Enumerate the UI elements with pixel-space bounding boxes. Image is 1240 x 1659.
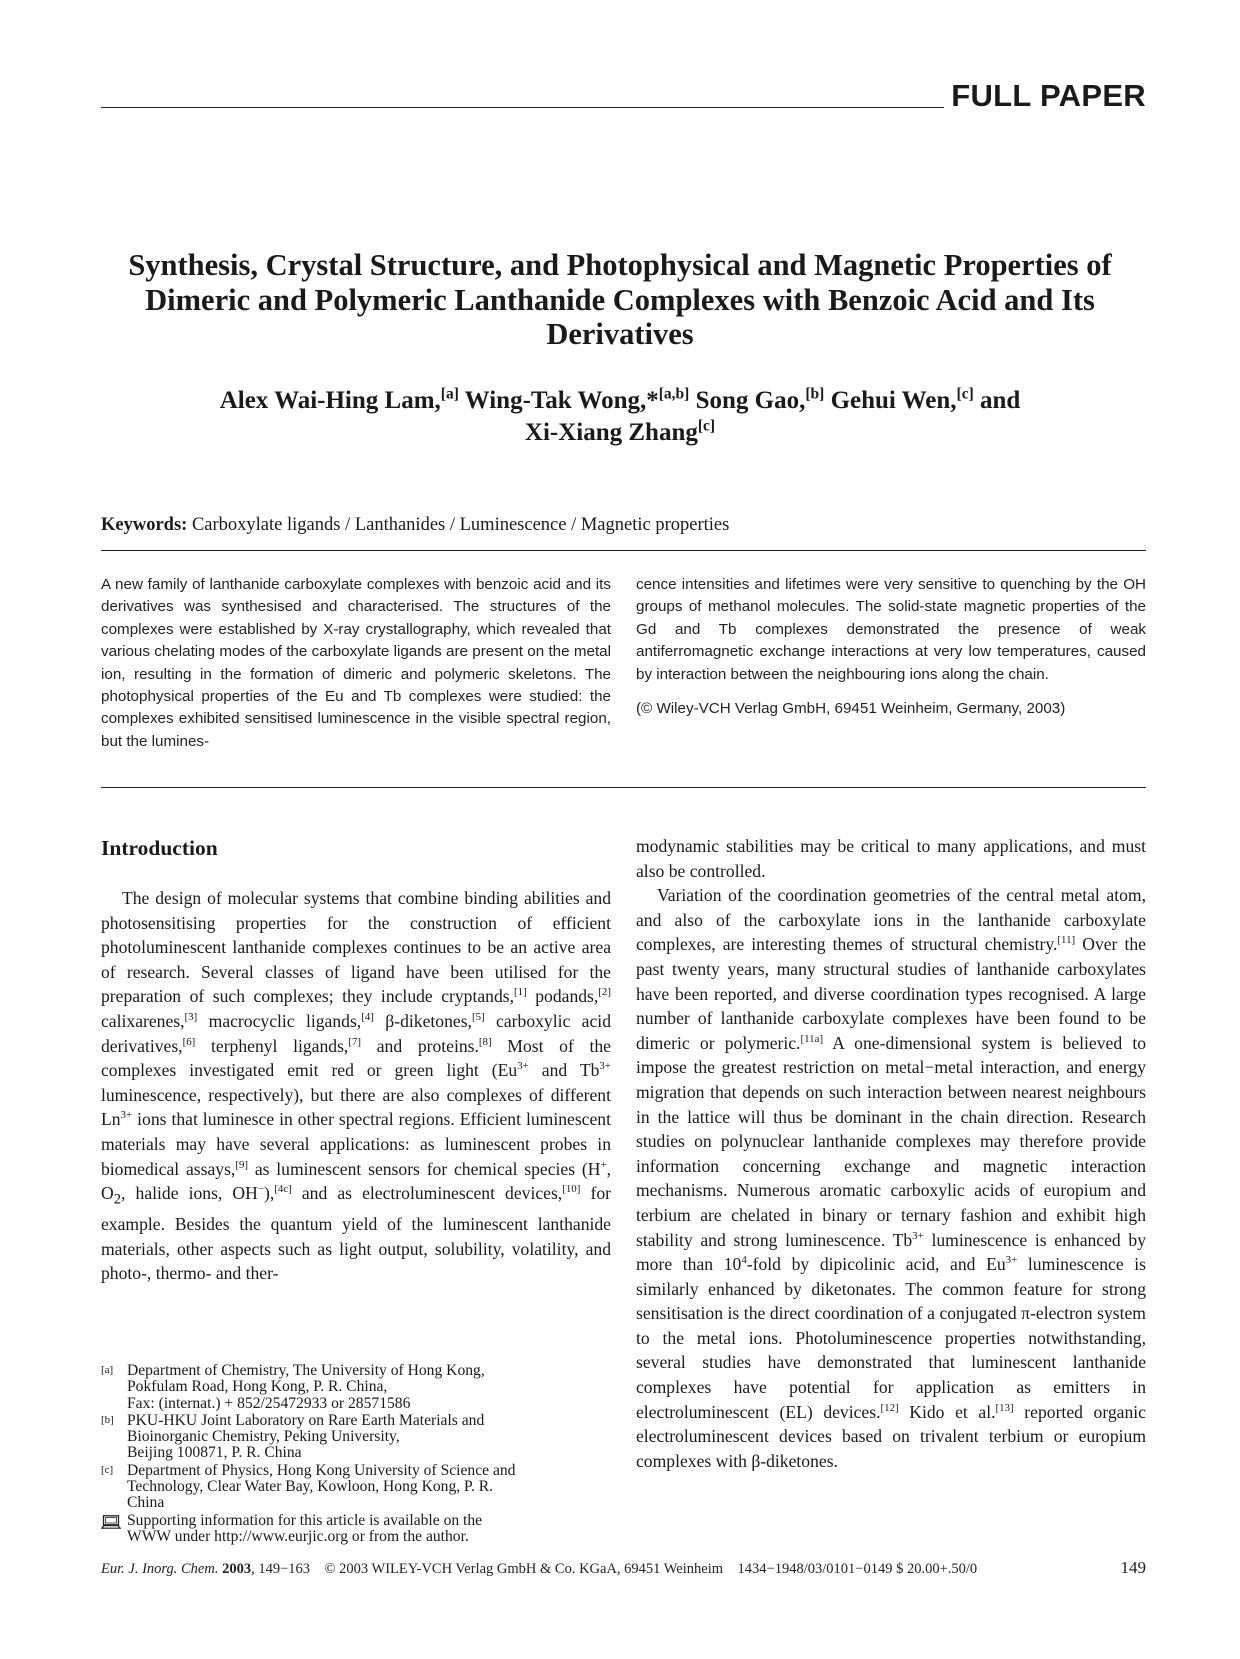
abstract-text-left: A new family of lanthanide carboxylate complexes with benzoic acid and its derivatives was synthesised and characterised. The structures of the complexes were established by X-ray crystallography, which revealed that various chelating modes of the carboxylate ligands are present on the metal ion, resulting in the formation of dimeric and polymeric skeletons. The photophysical properties of the Eu and Tb complexes were studied: the complexes exhibited sensitised luminescence in the visible spectral region, but the lumines- (101, 576, 611, 750)
intro-paragraph-1: The design of molecular systems that combine binding abilities and photosensitising properties for the construction of efficient photoluminescent lanthanide complexes continues to be an active area of research. Several classes of ligand have been utilised for the preparation of such complexes; they include cryptands,[1] podands,[2] calixarenes,[3] macrocyclic ligands,[4] β-diketones,[5] carboxylic acid derivatives,[6] terphenyl ligands,[7] and proteins.[8] Most of the complexes investigated emit red or green light ($Eu^{3+}$ and $Tb^{3+}$ luminescence, respectively), but there are also complexes of different $Ln^{3+}$ ions that luminesce in other spectral regions. Efficient luminescent materials may have several applications: as luminescent probes in biomedical assays,[9] as luminescent sensors for chemical species (H+, $O_2$, halide ions, OH−),[4c] and as electroluminescent devices,[10] for example. Besides the quantum yield of the luminescent lanthanide materials, other aspects such as light output, solubility, volatility, and photo-, thermo- and ther- (101, 888, 612, 1284)
keywords-label: Keywords: (101, 515, 188, 535)
author-conjunction: and (979, 387, 1021, 414)
superscript: 3+ (120, 1109, 133, 1122)
header-label: FULL PAPER (951, 78, 1146, 113)
footnote-a: [a] Department of Chemistry, The University of Hong Kong, Pokfulam Road, Hong Kong, P. R. China, Fax: (internat.) + 852/25472933 or 28571586 (101, 1362, 485, 1412)
author-1: Alex Wai-Hing Lam,[a] (219, 385, 459, 414)
superscript: [11] (1057, 934, 1076, 947)
paper-title: Synthesis, Crystal Structure, and Photophysical and Magnetic Properties of Dimeric and Polymeric Lanthanide Complexes with Benzoic Acid and Its Derivatives (128, 248, 1112, 351)
superscript: 3+ (1005, 1254, 1018, 1267)
superscript: [9] (235, 1158, 249, 1171)
intro-paragraph-2: Variation of the coordination geometries of the central metal atom, and also of the carboxylate ions in the lanthanide carboxylate complexes, are interesting themes of structural chemistry.[11] Over the past twenty years, many structural studies of lanthanide carboxylates have been reported, and diverse coordination types recognised. A large number of lanthanide carboxylate complexes have been found to be dimeric or polymeric.[11a] A one-dimensional system is believed to impose the greatest restriction on metal−metal interaction, and energy migration that depends on such interaction between nearest neighbours in the lattice will thus be dominant in the chain direction. Research studies on polynuclear lanthanide complexes may therefore provide information concerning exchange and magnetic interaction mechanisms. Numerous aromatic carboxylic acids of europium and terbium are chelated in binary or ternary fashion and exhibit high stability and strong luminescence. $Tb^{3+}$ luminescence is enhanced by more than $10^4$-fold by dipicolinic acid, and $Eu^{3+}$ luminescence is similarly enhanced by diketonates. The common feature for strong sensitisation is the direct coordination of a conjugated π-electron system to the metal ions. Photoluminescence properties notwithstanding, several studies have demonstrated that luminescent lanthanide complexes have potential for application as emitters in electroluminescent (EL) devices.[12] Kido et al.[13] reported organic electroluminescent devices based on trivalent terbium or europium complexes with β-diketones. (636, 885, 1146, 1471)
footnote-label: [b] (101, 1413, 114, 1426)
abstract-left-column (101, 574, 611, 753)
superscript: [3] (184, 1011, 198, 1024)
computer-icon (101, 1515, 121, 1529)
footnote-c: [c] Department of Physics, Hong Kong University of Science and Technology, Clear Water Bay, Kowloon, Hong Kong, P. R. China (101, 1461, 516, 1512)
superscript: [7] (348, 1035, 362, 1048)
page-footer (101, 1561, 1146, 1578)
superscript: 3+ (517, 1060, 529, 1073)
keywords-text: Carboxylate ligands / Lanthanides / Luminescence / Magnetic properties (191, 515, 730, 535)
abstract-right-column (636, 574, 1146, 720)
author-list (110, 385, 1130, 449)
superscript: [4c] (274, 1183, 292, 1196)
author-3: Song Gao,[b] (695, 385, 825, 414)
keywords (101, 515, 729, 536)
superscript: [2] (598, 986, 612, 999)
superscript: [13] (995, 1401, 1014, 1414)
footer-journal: Eur. J. Inorg. Chem. (101, 1561, 219, 1577)
abstract-bottom-rule (101, 787, 1146, 788)
footnote-b: [b] PKU-HKU Joint Laboratory on Rare Earth Materials and Bioinorganic Chemistry, Peking University, Beijing 100871, P. R. China (101, 1411, 485, 1462)
superscript: [11a] (800, 1032, 824, 1045)
abstract-copyright: (© Wiley-VCH Verlag GmbH, 69451 Weinheim, Germany, 2003) (636, 700, 1066, 718)
superscript: [6] (182, 1035, 196, 1048)
superscript: [4] (361, 1011, 374, 1024)
footnote-label: [c] (101, 1463, 114, 1476)
superscript: − (257, 1183, 264, 1196)
intro-right-column (636, 834, 1146, 1473)
footnote-label: [a] (101, 1364, 114, 1376)
abstract-top-rule (101, 550, 1146, 551)
page-number: 149 (1120, 1558, 1146, 1577)
author-4: Gehui Wen,[c] (830, 385, 974, 414)
footer-issn: 1434−1948/03/0101−0149 $ 20.00+.50/0 (737, 1561, 978, 1577)
section-heading-introduction: Introduction (101, 836, 218, 860)
intro-left-column (101, 886, 611, 1286)
intro-paragraph-continued: modynamic stabilities may be critical to many applications, and must also be controlled. (636, 836, 1146, 881)
superscript: 3+ (599, 1060, 611, 1073)
superscript: [8] (478, 1035, 492, 1048)
header-rule (101, 107, 944, 108)
superscript: [10] (562, 1183, 581, 1196)
affiliation-footnotes (101, 1363, 611, 1546)
subscript: 2 (113, 1191, 122, 1208)
superscript: 4 (741, 1254, 747, 1267)
author-5: Xi-Xiang Zhang[c] (524, 417, 716, 446)
abstract-text-right: cence intensities and lifetimes were very sensitive to quenching by the OH groups of methanol molecules. The solid-state magnetic properties of the Gd and Tb complexes demonstrated the presence of weak antiferromagnetic exchange interactions at very low temperatures, caused by interaction between the neighbouring ions along the chain. (636, 576, 1146, 683)
superscript: 3+ (912, 1229, 924, 1242)
footnote-supporting-info: Supporting information for this article is available on the WWW under http://www.eurjic.org or from the author. (101, 1513, 611, 1546)
footer-publisher: © 2003 WILEY-VCH Verlag GmbH & Co. KGaA, 69451 Weinheim (324, 1561, 724, 1577)
footer-year: 2003 (222, 1561, 252, 1577)
superscript: + (600, 1158, 607, 1171)
superscript: [5] (471, 1011, 485, 1024)
superscript: [1] (514, 986, 527, 999)
author-2: Wing-Tak Wong,*[a,b] (464, 385, 690, 414)
footer-pages: , 149−163 (251, 1561, 311, 1577)
superscript: [12] (880, 1401, 899, 1414)
